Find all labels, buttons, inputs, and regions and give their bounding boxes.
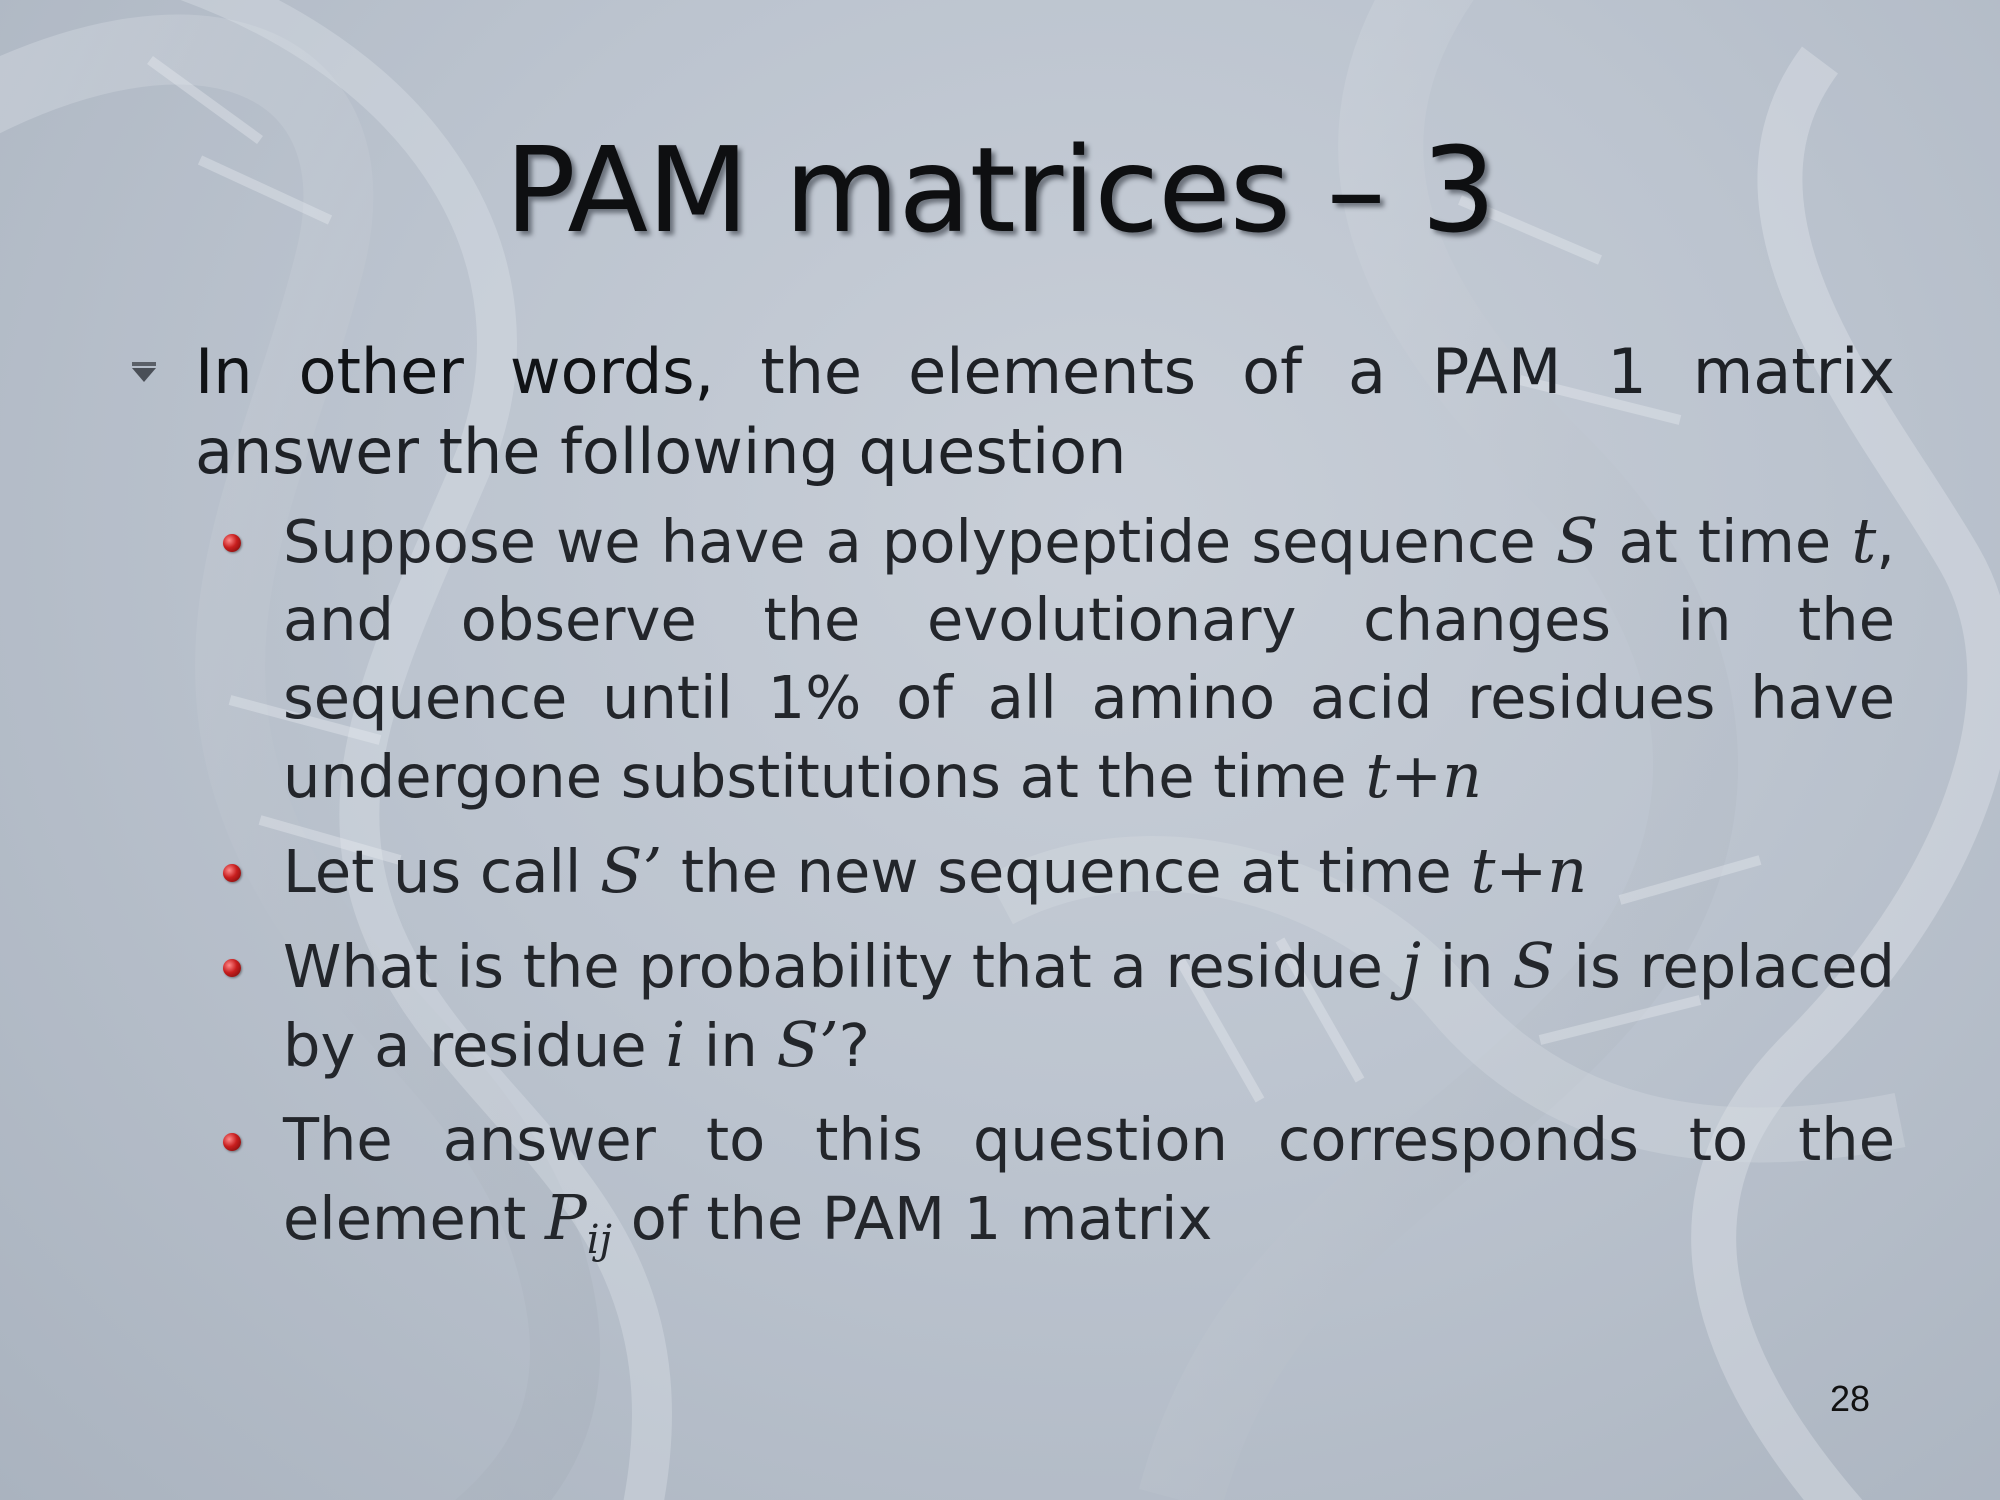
red-ball-bullet-icon [223, 1133, 241, 1151]
math-var: S’ [600, 834, 663, 907]
bullet-level1 [130, 332, 1895, 492]
arrow-bullet-icon [132, 368, 156, 382]
text: ? [838, 1011, 870, 1080]
math-var: S [1512, 929, 1555, 1002]
sub-bullet-suppose [283, 502, 1895, 816]
math-symbol: P [545, 1181, 587, 1254]
math-var: t+n [1470, 834, 1588, 907]
text: is replaced by a residue [283, 932, 1895, 1080]
math-var: t [1851, 504, 1877, 577]
math-var: j [1401, 929, 1421, 1002]
sub-bullet-probability [283, 927, 1895, 1085]
math-var: i [665, 1008, 686, 1081]
text: , and observe the evolutionary changes in the sequence until 1% of all amino acid residues have undergone substitutions at the time [283, 507, 1895, 811]
text: of the PAM 1 matrix [611, 1184, 1213, 1253]
math-var: S’ [776, 1008, 839, 1081]
text: Suppose we have a polypeptide sequence [283, 507, 1556, 576]
slide-body [130, 332, 1895, 1274]
page-number: 28 [1830, 1378, 1871, 1419]
text: What is the probability that a residue [283, 932, 1402, 1001]
sub-bullet-answer [283, 1101, 1895, 1263]
bullet-text: the elements of a PAM 1 matrix answer the following question [195, 335, 1895, 488]
red-ball-bullet-icon [223, 864, 241, 882]
text: the new sequence at time [662, 837, 1471, 906]
text: Let us call [283, 837, 601, 906]
slide-title: PAM matrices – 3 [504, 121, 1496, 259]
sub-bullet-let-us-call [283, 832, 1895, 911]
text: in [685, 1011, 777, 1080]
text: at time [1598, 507, 1852, 576]
text: The answer to this question corresponds to the element [283, 1105, 1895, 1253]
red-ball-bullet-icon [223, 959, 241, 977]
math-var: S [1555, 504, 1599, 577]
text: in [1421, 932, 1513, 1001]
bullet-lead-text: In other words, [195, 335, 715, 408]
math-subscript: ij [586, 1217, 612, 1263]
red-ball-bullet-icon [223, 534, 241, 552]
math-var [545, 1181, 612, 1263]
math-var: t+n [1365, 739, 1483, 812]
